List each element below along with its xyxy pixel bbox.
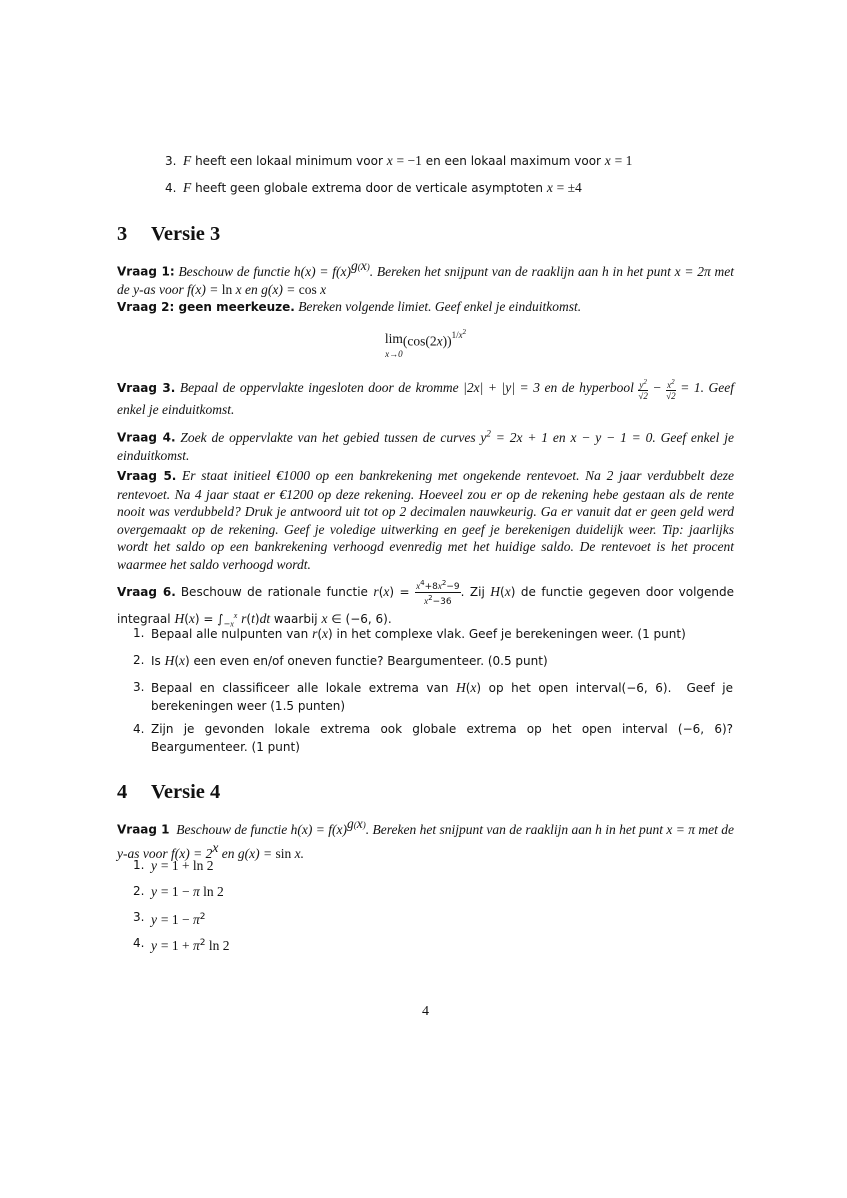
section-heading [117,778,220,806]
section-number: 3 [117,223,128,245]
section-title: Versie 4 [151,781,221,803]
question-label: Vraag 2: geen meerkeuze. [117,300,295,314]
list-item-number: 4. [133,722,145,736]
list-item-number: 1. [133,626,145,640]
list-item-number: 3. [133,680,145,694]
question-paragraph: Vraag 3. Bepaal de oppervlakte ingesloten door de kromme |2x| + |y| = 3 en de hyperbool $\frac{y^2}{√2}$ − $\frac{x^2}{√2}$ = 1. Geef enkel je einduitkomst. [117,378,735,417]
question-text: Er staat initieel €1000 op een bankrekening met ongekende rentevoet. Na 2 jaar verdubbelt deze rentevoet. Na 4 jaar staat er €1200 op deze rekening. Hoeveel zou er op de rekening hebe gestaan als de rente nooit was verdubbeld? Druk je antwoord uit tot op 2 decimalen nauwkeurig. Ga er vanuit dat er geen geld werd overgemaakt op de rekening. Geef je voledige uitwerking en geef je berekenigen duidelijk weer. Tip: jaarlijks wordt het saldo op een bankrekening verhoogd evenredig met het huidige saldo. De rentevoet is het procent waarmee het saldo verhoogd wordt. [117,468,735,572]
section-number: 4 [117,781,128,803]
section-title: Versie 3 [151,223,221,245]
question-text: Beschouw de functie $h(x) = f(x)^{g(x)}$. Bereken het snijpunt van de raaklijn aan h in het punt x = 2π met de y-as voor f(x) = ln x en g(x) = cos x [117,258,735,297]
option-number: 3. [133,910,145,924]
answer-option: 3. $y = 1 - \pi^2$ [133,910,206,927]
question-paragraph: Vraag 1 Beschouw de functie $h(x) = f(x)^{g(x)}$. Bereken het snijpunt van de raaklijn aan h in het punt x = π met de y-as voor $f(x) = 2^x$ en g(x) = sin x. [117,816,735,861]
answer-option: 2. y = 1 − π ln 2 [133,884,224,899]
list-item: 4. Zijn je gevonden lokale extrema ook globale extrema op het open interval (−6, 6)? Beargumenteer. (1 punt) [133,722,733,754]
list-item-number: 2. [133,653,145,667]
list-item: 4. F heeft geen globale extrema door de verticale asymptoten x = ±4 [165,180,582,195]
list-item: 2. Is H(x) een even en/of oneven functie? Beargumenteer. (0.5 punt) [133,653,548,668]
question-label: Vraag 6. [117,585,176,599]
list-item-number: 3. [165,154,177,168]
list-item-number: 4. [165,181,177,195]
list-item: 1. Bepaal alle nulpunten van r(x) in het complexe vlak. Geef je berekeningen weer. (1 punt) [133,626,686,641]
question-label: Vraag 5. [117,469,177,483]
page-number: 4 [422,1004,429,1019]
question-label: Vraag 3. [117,381,176,396]
question-paragraph [117,257,734,299]
answer-option: 1. y = 1 + ln 2 [133,858,214,873]
question-label: Vraag 4. [117,430,176,445]
question-paragraph [117,298,734,317]
list-item: 3. F heeft een lokaal minimum voor x = −1 en een lokaal maximum voor x = 1 [165,153,633,168]
option-number: 2. [133,884,145,898]
list-item: 3. Bepaal en classificeer alle lokale extrema van H(x) op het open interval(−6, 6). Geef je berekeningen weer (1.5 punten) [133,680,733,713]
section-heading [117,220,220,248]
option-number: 1. [133,858,145,872]
question-label: Vraag 1: [117,264,175,279]
question-paragraph [117,467,734,573]
limit-formula: lim $^{x\to 0}(\cos(2x))^{1/x^2}$ [384,328,467,360]
answer-option: 4. $y = 1 + \pi^2$ ln 2 [133,936,230,953]
question-text: Bereken volgende limiet. Geef enkel je einduitkomst. [298,299,582,314]
question-paragraph: Vraag 6. Beschouw de rationale functie r(x) = $\frac{x^4+8x^2-9}{x^2-36}$ . Zij H(x) de functie gegeven door volgende integraal $H(x) = \int_{-x}^x$ r(t)dt waarbij x ∈ (−6, 6). [117,579,735,629]
question-label: Vraag 1 [117,822,170,837]
option-number: 4. [133,936,145,950]
question-paragraph: Vraag 4. Zoek de oppervlakte van het gebied tussen de curves $y^2 = 2x + 1$ en x − y − 1 = 0. Geef enkel je einduitkomst. [117,428,734,463]
